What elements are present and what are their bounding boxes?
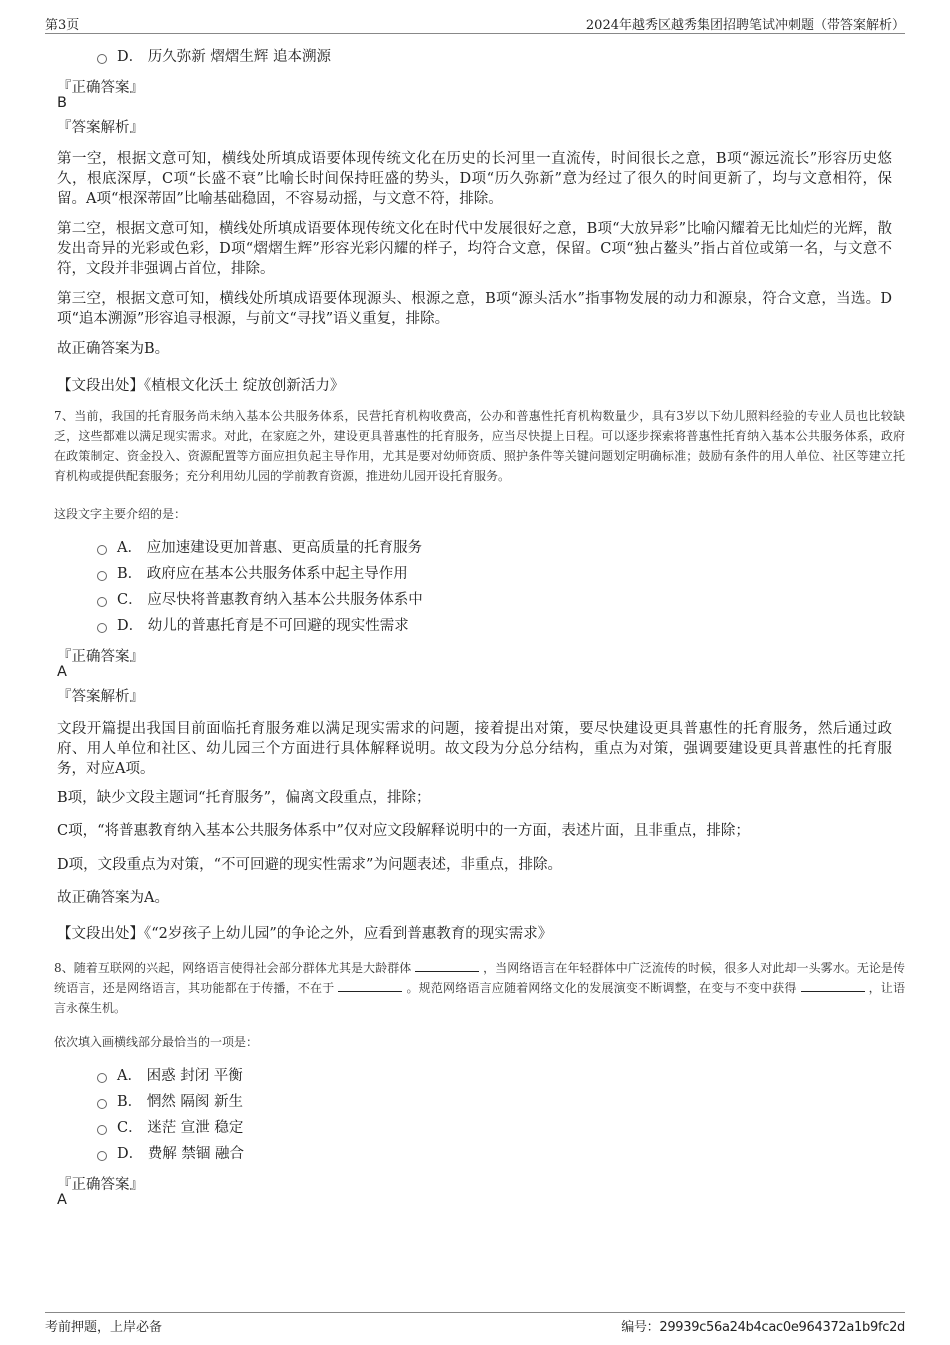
footer-divider	[45, 1312, 905, 1313]
q8-option-c[interactable]	[97, 1117, 243, 1139]
option-label: A． 困惑 封闭 平衡	[117, 1068, 243, 1084]
radio-icon[interactable]	[97, 54, 107, 64]
radio-icon[interactable]	[97, 571, 107, 581]
q8-answer-label: 『正确答案』	[57, 1177, 144, 1193]
radio-icon[interactable]	[97, 597, 107, 607]
q6-analysis-label: 『答案解析』	[57, 120, 144, 136]
q6-analysis-p3: 第三空，根据文意可知，横线处所填成语要体现源头、根源之意，B项“源头活水”指事物发展的动力和源泉，符合文意，当选。D项“追本溯源”形容追寻根源，与前文“寻找”语义重复，排除。	[57, 291, 892, 327]
fill-blank-3[interactable]	[801, 979, 865, 992]
q7-analysis-p4: D项，文段重点为对策，“不可回避的现实性需求”为问题表述，非重点，排除。	[57, 857, 562, 873]
q6-option-d[interactable]	[97, 46, 331, 68]
option-label: D． 费解 禁锢 融合	[117, 1146, 244, 1162]
q7-option-c[interactable]	[97, 589, 423, 611]
q8-question: 8、随着互联网的兴起，网络语言使得社会部分群体尤其是大龄群体 ，当网络语言在年轻群体中广泛流传的时候，很多人对此却一头雾水。无论是传统语言，还是网络语言，其功能都在于传播，不在于 。规范网络语言应随着网络文化的发展演变不断调整，在变与不变中获得 ，让语言永葆生机。	[54, 961, 905, 1015]
fill-blank-1[interactable]	[415, 959, 479, 972]
q8-answer: A	[57, 1192, 67, 1208]
header-divider	[45, 33, 905, 34]
radio-icon[interactable]	[97, 623, 107, 633]
option-label: B． 政府应在基本公共服务体系中起主导作用	[117, 566, 408, 582]
q6-source: 【文段出处】《植根文化沃土 绽放创新活力》	[57, 378, 345, 394]
q7-option-d[interactable]	[97, 615, 409, 637]
q8-stem: 依次填入画横线部分最恰当的一项是：	[54, 1035, 259, 1049]
q6-analysis-p2: 第二空，根据文意可知，横线处所填成语要体现传统文化在时代中发展很好之意，B项“大放异彩”比喻闪耀着无比灿烂的光辉，散发出奇异的光彩或色彩，D项“熠熠生辉”形容光彩闪耀的样子，均符合文意，保留。C项“独占鳌头”指占首位或第一名，与文意不符，文段并非强调占首位，排除。	[57, 221, 892, 277]
radio-icon[interactable]	[97, 1151, 107, 1161]
q7-analysis-p3: C项，“将普惠教育纳入基本公共服务体系中”仅对应文段解释说明中的一方面，表述片面，且非重点，排除；	[57, 823, 750, 839]
q6-conclusion: 故正确答案为B。	[57, 341, 170, 357]
fill-blank-2[interactable]	[338, 979, 402, 992]
q7-conclusion: 故正确答案为A。	[57, 890, 169, 906]
page-header	[45, 14, 905, 34]
document-title: 2024年越秀区越秀集团招聘笔试冲刺题（带答案解析）	[585, 18, 905, 33]
q7-question: 7、当前，我国的托育服务尚未纳入基本公共服务体系，民营托育机构收费高，公办和普惠性托育机构数量少，具有3岁以下幼儿照料经验的专业人员也比较缺乏，这些都难以满足现实需求。对此，在家庭之外，建设更具普惠性的托育服务，应当尽快提上日程。可以逐步探索将普惠性托育纳入基本公共服务体系，政府在政策制定、资金投入、资源配置等方面应担负起主导作用，尤其是要对幼师资质、照护条件等关键问题划定明确标准；鼓励有条件的用人单位、社区等建立托育机构或提供配套服务；充分利用幼儿园的学前教育资源，推进幼儿园开设托育服务。	[54, 409, 905, 483]
page-number: 第3页	[45, 18, 80, 33]
q7-answer: A	[57, 664, 67, 680]
footer-slogan: 考前押题，上岸必备	[45, 1320, 163, 1335]
q7-option-b[interactable]	[97, 563, 408, 585]
q7-stem: 这段文字主要介绍的是：	[54, 507, 187, 521]
q6-answer-label: 『正确答案』	[57, 80, 144, 96]
option-label: C． 应尽快将普惠教育纳入基本公共服务体系中	[117, 592, 423, 608]
q6-answer: B	[57, 95, 67, 111]
radio-icon[interactable]	[97, 1125, 107, 1135]
option-label: A． 应加速建设更加普惠、更高质量的托育服务	[117, 540, 423, 556]
q7-analysis-p1: 文段开篇提出我国目前面临托育服务难以满足现实需求的问题，接着提出对策，要尽快建设更具普惠性的托育服务，然后通过政府、用人单位和社区、幼儿园三个方面进行具体解释说明。故文段为分总分结构，重点为对策，强调要建设更具普惠性的托育服务，对应A项。	[57, 721, 892, 777]
q7-source: 【文段出处】《“2岁孩子上幼儿园”的争论之外，应看到普惠教育的现实需求》	[57, 926, 553, 942]
q8-option-d[interactable]	[97, 1143, 244, 1165]
option-label: D． 幼儿的普惠托育是不可回避的现实性需求	[117, 618, 409, 634]
q7-answer-label: 『正确答案』	[57, 649, 144, 665]
q6-analysis-p1: 第一空，根据文意可知，横线处所填成语要体现传统文化在历史的长河里一直流传，时间很长之意，B项“源远流长”形容历史悠久，根底深厚，C项“长盛不衰”比喻长时间保持旺盛的势头，D项“历久弥新”意为经过了很久的时间更新了，均与文意相符，保留。A项“根深蒂固”比喻基础稳固，不容易动摇，与文意不符，排除。	[57, 151, 892, 207]
radio-icon[interactable]	[97, 1099, 107, 1109]
q7-analysis-label: 『答案解析』	[57, 689, 144, 705]
option-label: C． 迷茫 宣泄 稳定	[117, 1120, 244, 1136]
radio-icon[interactable]	[97, 545, 107, 555]
q8-option-a[interactable]	[97, 1065, 243, 1087]
q7-analysis-p2: B项，缺少文段主题词“托育服务”，偏离文段重点，排除；	[57, 790, 431, 806]
q8-option-b[interactable]	[97, 1091, 243, 1113]
q7-option-a[interactable]	[97, 537, 422, 559]
document-id: 编号：29939c56a24b4cac0e964372a1b9fc2d	[621, 1320, 905, 1335]
option-label: B． 惘然 隔阂 新生	[117, 1094, 243, 1110]
radio-icon[interactable]	[97, 1073, 107, 1083]
option-label: D． 历久弥新 熠熠生辉 追本溯源	[117, 49, 331, 65]
